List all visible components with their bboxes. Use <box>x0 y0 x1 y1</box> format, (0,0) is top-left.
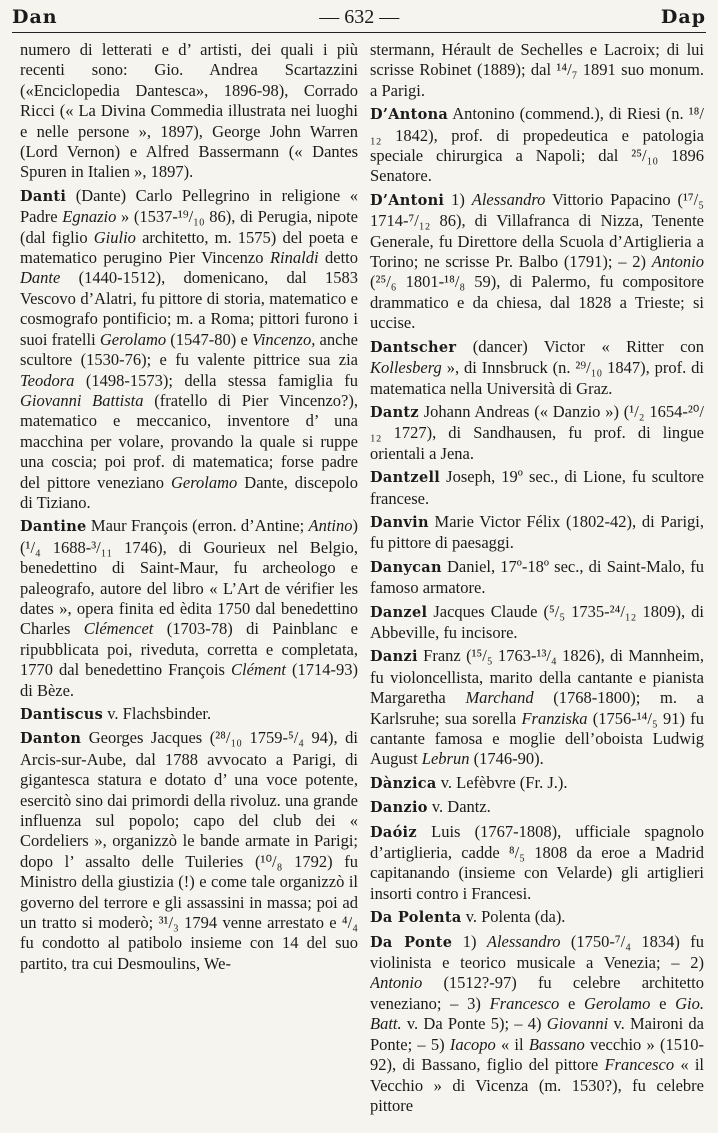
entry-headword: Danvin <box>370 513 429 531</box>
entry-headword: Da Polenta <box>370 909 462 927</box>
entry-text: Jacques Claude (⁵/₅ 1735-²⁴/₁₂ 1809), di Abbeville, fu incisore. <box>370 601 704 642</box>
entry-continuation <box>370 40 704 101</box>
entry-text: Franz (¹⁵/₅ 1763-¹³/₄ 1826), di Mannheim, fu violoncellista, marito della cantante e pianista Margaretha <box>370 646 704 708</box>
entry-text: « il Vecchio » di Vicenza (m. 1530?), fu celebre pittore <box>370 1055 704 1115</box>
entry-headword: Dantzell <box>370 469 441 487</box>
italic-name: Iacopo <box>449 1034 496 1054</box>
entry-danzi <box>370 646 704 769</box>
entry-headword: Danti <box>20 187 67 205</box>
entry-dantscher <box>370 337 704 399</box>
entry-da-ponte <box>370 932 704 1117</box>
entry-text: (1746-90). <box>469 749 544 769</box>
entry-text: (dancer) Victor « Ritter con <box>456 336 704 356</box>
italic-name: Clément <box>231 660 286 680</box>
entry-text: Luis (1767-1808), ufficiale spagnolo d’artiglieria, cadde ⁸/₅ 1808 da eroe a Madrid capitanando (insieme con Velarde) gli artiglieri insorti contro i Francesi. <box>370 821 704 903</box>
entry-headword: Dantine <box>20 518 87 536</box>
entry-text: v. Maironi da Ponte; – 5) <box>370 1014 704 1054</box>
entry-text: v. Da Ponte 5); – 4) <box>401 1014 547 1034</box>
entry-text: Daniel, 17º-18º sec., di Saint-Malo, fu famoso armatore. <box>370 556 704 598</box>
entry-text: (1703-78) di Painblanc e ripubblicata poi, riveduta, corretta e completata, 1770 dal benedettino François <box>20 619 358 680</box>
entry-text: « il <box>495 1034 529 1054</box>
italic-name: Giovanni <box>546 1014 609 1034</box>
entry-dantzell <box>370 467 704 509</box>
italic-name: Bassano <box>528 1034 585 1054</box>
entry-text: architetto, m. 1575) del poeta e matematico perugino Pier Vincenzo <box>20 227 358 268</box>
italic-name: Antonio <box>370 973 423 993</box>
entry-danton <box>20 728 358 974</box>
italic-name: Francesco <box>604 1055 675 1075</box>
italic-name: Franziska <box>521 708 588 728</box>
italic-name: Dante <box>20 268 61 288</box>
italic-name: Teodora <box>20 370 75 390</box>
entry-text: e <box>650 993 676 1013</box>
entry-headword: D’Antona <box>370 106 449 124</box>
entry-headword: Danzi <box>370 648 418 666</box>
entry-da-polenta <box>370 907 704 928</box>
entry-d-antoni <box>370 190 704 334</box>
entry-text: (Dante) Carlo Pellegrino in religione « Padre <box>20 185 358 227</box>
entry-text: (²⁵/₆ 1801-¹⁸/₈ 59), di Palermo, fu compositore drammatico e da chiesa, dal 1828 a Trieste; si uccise. <box>370 272 704 333</box>
entry-text: vecchio » (1510-92), di Bassano, figlio del pittore <box>370 1034 704 1075</box>
italic-name: Gio. Batt. <box>370 993 704 1034</box>
entry-danzio <box>370 797 704 818</box>
entry-dantine <box>20 516 358 701</box>
italic-name: Giulio <box>93 227 136 247</box>
running-header <box>12 2 706 33</box>
entry-danycan <box>370 557 704 599</box>
entry-text: v. Flachsbinder. <box>103 704 212 723</box>
entry-text: v. Dantz. <box>427 797 491 817</box>
italic-name: Marchand <box>465 688 534 708</box>
entry-headword: Danzio <box>370 799 428 817</box>
entry-dantiscus <box>20 704 358 725</box>
italic-name: Clémencet <box>83 619 154 639</box>
italic-name: Lebrun <box>421 749 470 769</box>
entry-danti <box>20 186 358 514</box>
entry-dantz <box>370 402 704 464</box>
entry-danzica <box>370 773 704 794</box>
entry-headword: Dantiscus <box>20 706 104 723</box>
header-left-guide-word: Dan <box>12 6 58 28</box>
entry-text: detto <box>318 248 358 268</box>
entry-text: (fratello di Pier Vincenzo?), matematico e meccanico, inventore d’ una macchina per volare, provando la quale si ruppe una coscia; poi prof. di matematica; forse padre del pittore veneziano <box>20 390 358 492</box>
entry-text: (1756-¹⁴/₅ 91) fu cantante famosa e moglie dell’oboista Ludwig August <box>370 708 704 769</box>
italic-name: Alessandro <box>486 931 561 951</box>
entry-d-antona <box>370 104 704 187</box>
header-right-guide-word: Dap <box>660 6 706 28</box>
entry-text: ) (¹/₄ 1688-³/₁₁ 1746), di Gourieux nel Belgio, benedettino di Saint-Maur, fu archeologo e paleografo, autore del libro « L’Art de vérifier les dates », opera finita ed èdita 1750 dal benedettino Charles <box>20 516 358 639</box>
entry-headword: Daóiz <box>370 823 417 841</box>
entry-text: anche scultore (1530-76); e fu valente pittrice sua zia <box>20 329 358 370</box>
entry-text: v. Lefèbvre (Fr. J.). <box>436 772 568 792</box>
italic-name: Gerolamo <box>171 472 238 492</box>
italic-name: Kollesberg <box>370 358 442 378</box>
left-column <box>20 40 358 1130</box>
entry-text: », di Innsbruck (n. ²⁹/₁₀ 1847), prof. di matematica nella Università di Graz. <box>370 358 704 398</box>
italic-name: Antonio <box>651 252 704 272</box>
entry-text: (1440-1512), domenicano, dal 1583 Vescovo d’Alatri, fu pittore di storia, matematico e cosmografo pontificio; m. a Roma; pittori furono i suoi fratelli <box>20 268 358 349</box>
entry-text: Georges Jacques (²⁸/₁₀ 1759-⁵/₄ 94), di Arcis-sur-Aube, dal 1788 avvocato a Parigi, di gigantesca statura e dotato d’ una voce potente, esercitò sino dai primordi della rivoluz. una grande influenza sul popolo; capo del club dei « Cordeliers », organizzò le bande armate in Parigi; dopo l’ assalto delle Tuileries (¹⁰/₈ 1792) fu Ministro della giustizia (!) e come tale organizzò il governo del terrore e gli assassini in massa; poi ad un tratto si moderò; ³¹/₃ 1794 venne arrestato e ⁴/₄ fu condotto al patibolo insieme con 14 del suo partito, tra cui Desmoulins, We- <box>20 728 358 973</box>
entry-text: numero di letterati e d’ artisti, dei quali i più recenti sono: Gio. Andrea Scartazzini («Enciclopedia Dantesca», 1896-98), Corrado Ricci (« La Divina Commedia illustrata nei luoghi e nelle persone », 1897), George John Warren (Lord Vernon) e Alfred Bassermann (« Dantes Spuren in Italien », 1897). <box>20 40 358 182</box>
italic-name: Alessandro <box>471 189 546 209</box>
entry-headword: Danycan <box>370 558 442 576</box>
entry-text: Joseph, 19º sec., di Lione, fu scultore francese. <box>370 467 704 508</box>
italic-name: Francesco <box>489 993 560 1013</box>
entry-text: (1498-1573); della stessa famiglia fu <box>74 370 358 390</box>
entry-text: Maur François (erron. d’Antine; <box>86 516 309 536</box>
italic-name: Gerolamo <box>584 993 651 1013</box>
entry-text: Antonino (commend.), di Riesi (n. ¹⁸/₁₂ 1842), prof. di propedeutica e patologia speciale chirurgica a Napoli; dal ²⁵/₁₀ 1896 Senatore. <box>370 104 704 186</box>
entry-text: e <box>559 993 585 1013</box>
entry-continuation <box>20 40 358 183</box>
column-gutter <box>363 40 364 1130</box>
entry-text: (1750-⁷/₄ 1834) fu violinista e teorico musicale a Venezia; – 2) <box>370 931 704 973</box>
entry-daoiz <box>370 822 704 905</box>
italic-name: Gerolamo <box>99 329 167 349</box>
entry-text: (1768-1800); m. a Karlsruhe; sua sorella <box>370 688 704 728</box>
entry-headword: Dantscher <box>370 338 457 356</box>
entry-text: » (1537-¹⁹/₁₀ 86), di Perugia, nipote (dal figlio <box>20 207 358 247</box>
entry-text: v. Polenta (da). <box>461 907 566 927</box>
entry-danzel <box>370 602 704 644</box>
entry-headword: D’Antoni <box>370 191 445 209</box>
entry-text: (1547-80) e <box>166 329 252 349</box>
italic-name: Vincenzo, <box>251 329 316 349</box>
entry-text: (1714-93) di Bèze. <box>20 660 358 700</box>
entry-text: (1512?-97) fu celebre architetto veneziano; – 3) <box>370 973 704 1013</box>
italic-name: Egnazio <box>62 207 117 227</box>
page-number: — 632 — <box>319 5 400 28</box>
right-column <box>370 40 704 1130</box>
entry-headword: Dantz <box>370 403 419 421</box>
italic-name: Rinaldi <box>269 248 319 268</box>
entry-headword: Dànzica <box>370 774 437 792</box>
italic-name: Antino <box>308 516 353 536</box>
entry-headword: Da Ponte <box>370 933 453 951</box>
entry-text: Marie Victor Félix (1802-42), di Parigi, fu pittore di paesaggi. <box>370 511 704 553</box>
entry-text: Dante, discepolo di Tiziano. <box>20 472 358 512</box>
entry-danvin <box>370 512 704 554</box>
entry-text: 1) <box>452 931 487 951</box>
italic-name: Giovanni Battista <box>20 390 144 410</box>
entry-text: Vittorio Papacino (¹⁷/₅ 1714-⁷/₁₂ 86), di Villafranca di Nizza, Tenente Generale, fu Direttore della Scuola d’Artiglieria a Torino; ne scrisse Pr. Balbo (1791); – 2) <box>370 189 704 272</box>
entry-text: Johann Andreas (« Danzio ») (¹/₂ 1654-²⁰/₁₂ 1727), di Sandhausen, fu prof. di lingue orientali a Jena. <box>370 401 704 463</box>
entry-headword: Danton <box>20 730 82 748</box>
entry-text: 1) <box>444 189 472 209</box>
entry-headword: Danzel <box>370 603 428 621</box>
entry-text: stermann, Hérault de Sechelles e Lacroix; di lui scrisse Robinet (1889); dal ¹⁴/₇ 1891 suo monum. a Parigi. <box>370 40 704 100</box>
